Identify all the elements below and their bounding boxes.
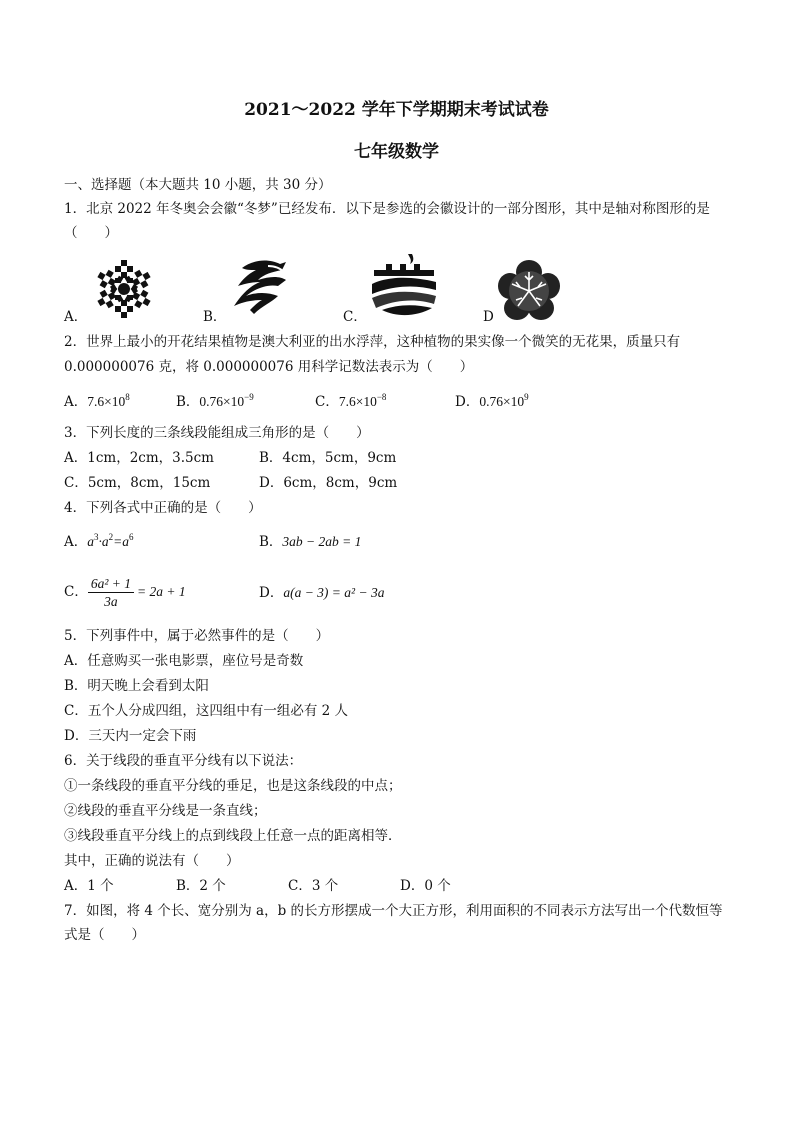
q2-option-d: D．$0.76\times 10^9$ <box>455 392 529 410</box>
q6-option-b: B．2 个 <box>176 878 226 894</box>
q6-question: 其中，正确的说法有（ ） <box>64 853 240 869</box>
q2-option-b: B．$0.76\times 10^{-9}$ <box>176 392 254 410</box>
q4-stem: 4．下列各式中正确的是（ ） <box>64 500 262 516</box>
q1-option-c-label: C． <box>343 309 367 325</box>
great-wall-emblem-icon <box>368 250 440 318</box>
exam-subtitle: 七年级数学 <box>354 142 439 162</box>
q4-option-d: D．a(a − 3) = a² − 3a <box>259 585 385 601</box>
q2-option-c: C．$7.6\times 10^{-8}$ <box>315 392 387 410</box>
q1-option-b-label: B． <box>203 309 227 325</box>
q5-stem: 5．下列事件中，属于必然事件的是（ ） <box>64 628 330 644</box>
q5-option-b: B．明天晚上会看到太阳 <box>64 678 209 694</box>
q3-option-d: D．6cm，8cm，9cm <box>259 475 398 491</box>
q6-statement-3: ③线段垂直平分线上的点到线段上任意一点的距离相等． <box>64 828 402 844</box>
q6-option-a: A．1 个 <box>64 878 114 894</box>
q3-stem: 3．下列长度的三条线段能组成三角形的是（ ） <box>64 425 370 441</box>
snowflake-emblem-icon <box>92 258 156 320</box>
q5-option-d: D．三天内一定会下雨 <box>64 728 197 744</box>
plum-blossom-emblem-icon <box>496 258 562 324</box>
q7-stem-line2: 式是（ ） <box>64 927 145 943</box>
q2-option-a: A．$7.6\times 10^8$ <box>64 392 130 410</box>
q1-stem-line1: 1．北京 2022 年冬奥会会徽“冬梦”已经发布．以下是参选的会徽设计的一部分图形，其中是轴对称图形的是 <box>64 201 710 217</box>
q6-statement-1: ①一条线段的垂直平分线的垂足，也是这条线段的中点； <box>64 778 402 794</box>
q3-option-a: A．1cm，2cm，3.5cm <box>64 450 214 466</box>
q5-option-a: A．任意购买一张电影票，座位号是奇数 <box>64 653 304 669</box>
q4-option-b: B．3ab − 2ab = 1 <box>259 534 362 550</box>
brushstroke-emblem-icon <box>228 256 294 318</box>
q6-stem: 6．关于线段的垂直平分线有以下说法： <box>64 753 303 769</box>
exam-title: 2021～2022 学年下学期期末考试试卷 <box>244 100 549 120</box>
q6-statement-2: ②线段的垂直平分线是一条直线； <box>64 803 267 819</box>
q1-option-a-label: A． <box>64 309 88 325</box>
q5-option-c: C．五个人分成四组，这四组中有一组必有 2 人 <box>64 703 349 719</box>
q1-stem-line2: （ ） <box>64 225 118 241</box>
q7-stem-line1: 7．如图，将 4 个长、宽分别为 a，b 的长方形摆成一个大正方形，利用面积的不同表示方法写出一个代数恒等 <box>64 903 723 919</box>
q2-stem-line2: 0.000000076 克，将 0.000000076 用科学记数法表示为（ ） <box>64 359 474 375</box>
section-heading: 一、选择题（本大题共 10 小题，共 30 分） <box>64 177 332 193</box>
q2-stem-line1: 2．世界上最小的开花结果植物是澳大利亚的出水浮萍，这种植物的果实像一个微笑的无花果，质量只有 <box>64 334 681 350</box>
q1-option-d-label: D <box>483 309 494 325</box>
q6-option-d: D．0 个 <box>400 878 451 894</box>
q3-option-b: B．4cm，5cm，9cm <box>259 450 397 466</box>
q3-option-c: C．5cm，8cm，15cm <box>64 475 211 491</box>
q6-option-c: C．3 个 <box>288 878 339 894</box>
q4-option-c: C． $\frac{\text{6a² + 1}}{3a}$ = 2a + 1 <box>64 576 186 609</box>
q4-option-a: A．$a^3\cdot a^2=a^6$ <box>64 532 134 550</box>
